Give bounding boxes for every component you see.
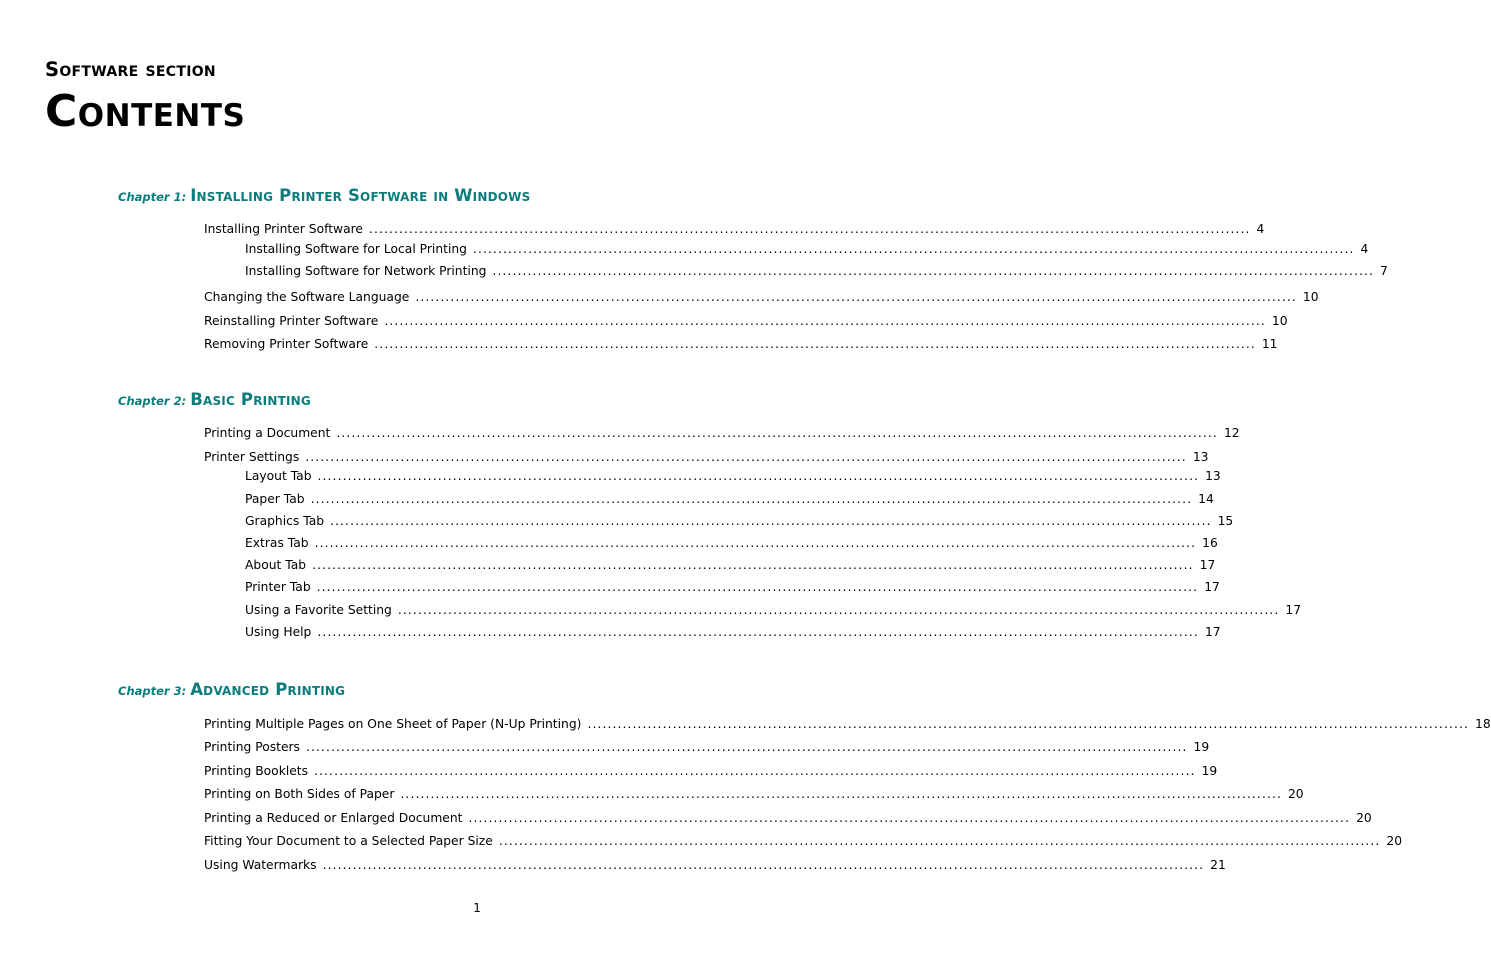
toc-entry-text: Printer Tab [245, 580, 311, 594]
dot-leader: ................................................................................................................................................................................ [317, 469, 1200, 483]
toc-entry[interactable] [204, 450, 1209, 464]
toc-entry-text: Using Watermarks [204, 858, 317, 872]
toc-entry[interactable] [245, 242, 1369, 256]
dot-leader: ................................................................................................................................................................................ [305, 740, 1188, 754]
toc-entry-text: Using a Favorite Setting [245, 603, 392, 617]
dot-leader: ................................................................................................................................................................................ [368, 222, 1251, 236]
toc-entry-text: Printing Posters [204, 740, 300, 754]
toc-entry-text: Extras Tab [245, 536, 309, 550]
toc-entry-text: Printing on Both Sides of Paper [204, 787, 395, 801]
toc-entry-text: Printing a Reduced or Enlarged Document [204, 811, 463, 825]
toc-entry-page: 16 [1202, 536, 1218, 550]
dot-leader: ................................................................................................................................................................................ [397, 603, 1280, 617]
toc-entry[interactable] [204, 337, 1278, 351]
toc-entry-page: 11 [1261, 337, 1278, 351]
dot-leader: ................................................................................................................................................................................ [316, 580, 1199, 594]
dot-leader: ................................................................................................................................................................................ [374, 337, 1256, 351]
dot-leader: ................................................................................................................................................................................ [498, 834, 1381, 848]
chapter-2-number: Chapter 2: [118, 394, 187, 408]
toc-entry[interactable] [245, 603, 1302, 617]
toc-entry-page: 10 [1271, 314, 1288, 328]
chapter-1-title: Installing Printer Software in Windows [190, 186, 531, 205]
toc-entry-page: 14 [1198, 492, 1214, 506]
toc-entry[interactable] [245, 580, 1220, 594]
toc-entry-text: Installing Software for Network Printing [245, 264, 487, 278]
toc-entry-text: Printing Booklets [204, 764, 309, 778]
toc-entry[interactable] [204, 314, 1288, 328]
toc-entry-page: 17 [1204, 625, 1221, 639]
toc-entry[interactable] [204, 717, 1491, 731]
toc-entry-page: 20 [1287, 787, 1304, 801]
toc-entry[interactable] [204, 858, 1226, 872]
toc-entry[interactable] [204, 426, 1240, 440]
toc-entry-text: Graphics Tab [245, 514, 325, 528]
toc-entry-text: Installing Software for Local Printing [245, 242, 467, 256]
toc-entry[interactable] [204, 764, 1218, 778]
toc-entry[interactable] [245, 558, 1216, 572]
chapter-2-title: Basic Printing [190, 390, 311, 409]
toc-entry-text: Paper Tab [245, 492, 305, 506]
toc-entry-page: 18 [1475, 717, 1491, 731]
toc-entry[interactable] [245, 514, 1234, 528]
toc-entry-text: Changing the Software Language [204, 290, 410, 304]
toc-entry[interactable] [204, 787, 1304, 801]
toc-entry-text: Using Help [245, 625, 312, 639]
dot-leader: ................................................................................................................................................................................ [400, 787, 1282, 801]
dot-leader: ................................................................................................................................................................................ [587, 717, 1469, 731]
toc-entry[interactable] [245, 625, 1221, 639]
toc-entry[interactable] [204, 222, 1265, 236]
chapter-1-heading[interactable] [118, 186, 530, 205]
toc-entry-page: 17 [1199, 558, 1216, 572]
toc-entry-text: Printing a Document [204, 426, 331, 440]
toc-entry-page: 10 [1302, 290, 1319, 304]
dot-leader: ................................................................................................................................................................................ [330, 514, 1212, 528]
chapter-3-number: Chapter 3: [118, 684, 187, 698]
toc-entry-page: 19 [1193, 740, 1210, 754]
dot-leader: ................................................................................................................................................................................ [384, 314, 1266, 328]
dot-leader: ................................................................................................................................................................................ [492, 264, 1374, 278]
toc-entry[interactable] [204, 290, 1319, 304]
toc-entry-page: 19 [1201, 764, 1218, 778]
toc-entry[interactable] [245, 264, 1388, 278]
toc-entry-page: 15 [1217, 514, 1234, 528]
toc-entry-page: 20 [1356, 811, 1372, 825]
toc-entry-page: 17 [1204, 580, 1220, 594]
dot-leader: ................................................................................................................................................................................ [468, 811, 1351, 825]
toc-entry-page: 20 [1386, 834, 1403, 848]
dot-leader: ................................................................................................................................................................................ [314, 536, 1197, 550]
toc-entry-text: Installing Printer Software [204, 222, 363, 236]
dot-leader: ................................................................................................................................................................................ [322, 858, 1205, 872]
dot-leader: ................................................................................................................................................................................ [310, 492, 1193, 506]
toc-entry-text: Printing Multiple Pages on One Sheet of Paper (N-Up Printing) [204, 717, 582, 731]
chapter-2-heading[interactable] [118, 390, 311, 409]
toc-entry-page: 7 [1380, 264, 1388, 278]
toc-entry-text: Layout Tab [245, 469, 312, 483]
toc-entry-text: About Tab [245, 558, 307, 572]
toc-entry-page: 4 [1360, 242, 1369, 256]
dot-leader: ................................................................................................................................................................................ [314, 764, 1196, 778]
dot-leader: ................................................................................................................................................................................ [472, 242, 1355, 256]
chapter-3-title: Advanced Printing [190, 680, 346, 699]
chapter-1-number: Chapter 1: [118, 190, 187, 204]
dot-leader: ................................................................................................................................................................................ [336, 426, 1218, 440]
toc-entry-page: 13 [1192, 450, 1209, 464]
toc-entry[interactable] [245, 469, 1221, 483]
toc-entry-page: 12 [1223, 426, 1240, 440]
toc-entry-text: Printer Settings [204, 450, 300, 464]
toc-entry-text: Reinstalling Printer Software [204, 314, 379, 328]
toc-entry-page: 4 [1256, 222, 1265, 236]
dot-leader: ................................................................................................................................................................................ [317, 625, 1199, 639]
toc-entry-text: Removing Printer Software [204, 337, 369, 351]
toc-entry[interactable] [245, 536, 1218, 550]
toc-entry-page: 21 [1210, 858, 1226, 872]
page-number: 1 [473, 901, 481, 915]
section-title: Software section [45, 58, 216, 81]
dot-leader: ................................................................................................................................................................................ [312, 558, 1194, 572]
toc-entry[interactable] [204, 811, 1372, 825]
toc-entry-page: 17 [1285, 603, 1302, 617]
dot-leader: ................................................................................................................................................................................ [415, 290, 1297, 304]
dot-leader: ................................................................................................................................................................................ [305, 450, 1187, 464]
toc-entry[interactable] [204, 834, 1403, 848]
page-title: Contents [45, 86, 246, 137]
toc-entry-page: 13 [1205, 469, 1221, 483]
toc-entry[interactable] [245, 492, 1214, 506]
toc-entry[interactable] [204, 740, 1210, 754]
toc-entry-text: Fitting Your Document to a Selected Paper Size [204, 834, 493, 848]
chapter-3-heading[interactable] [118, 680, 345, 699]
